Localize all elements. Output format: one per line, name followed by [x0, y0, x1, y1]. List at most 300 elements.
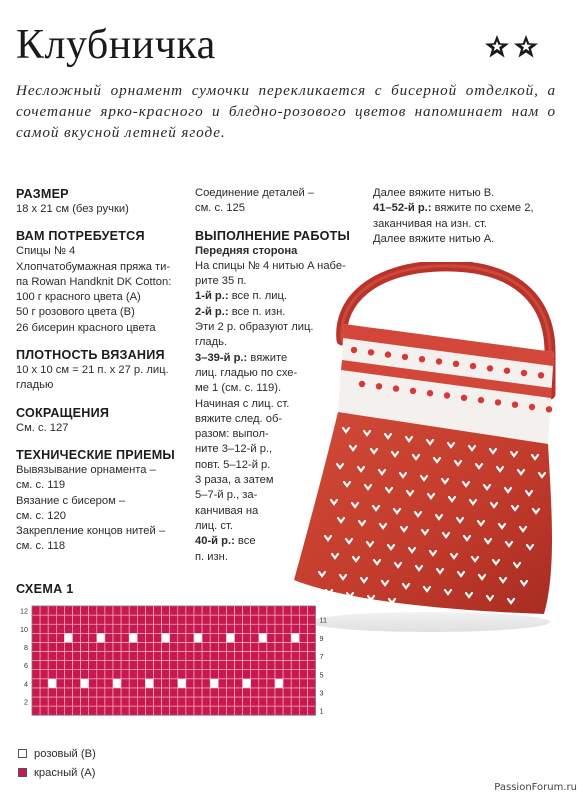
- chart-cell-red: [267, 670, 275, 679]
- chart-cell-red: [56, 679, 64, 688]
- chart-cell-red: [81, 624, 89, 633]
- chart-cell-red: [291, 615, 299, 624]
- join-line: Соединение деталей –: [195, 187, 315, 199]
- chart-cell-red: [235, 670, 243, 679]
- chart-cell-red: [283, 697, 291, 706]
- chart-cell-red: [81, 642, 89, 651]
- chart-cell-red: [226, 688, 234, 697]
- chart-cell-red: [56, 670, 64, 679]
- chart-cell-red: [218, 706, 226, 715]
- needs-line: 26 бисерин красного цвета: [16, 321, 156, 334]
- row-3-line: повт. 5–12-й р.: [195, 458, 271, 471]
- chart-cell-red: [243, 652, 251, 661]
- red-swatch: [18, 768, 27, 777]
- chart-cell-red: [291, 697, 299, 706]
- chart-cell-red: [202, 670, 210, 679]
- chart-cell-red: [194, 615, 202, 624]
- chart-cell-red: [218, 652, 226, 661]
- chart-cell-red: [129, 706, 137, 715]
- chart-cell-red: [162, 688, 170, 697]
- chart-cell-red: [56, 688, 64, 697]
- chart-cell-pink: [145, 679, 153, 688]
- chart-cell-red: [186, 706, 194, 715]
- chart-cell-red: [243, 606, 251, 615]
- chart-cell-red: [226, 624, 234, 633]
- chart-cell-red: [154, 642, 162, 651]
- chart-row-label: 1: [319, 706, 324, 716]
- chart-cell-red: [202, 706, 210, 715]
- chart-cell-red: [202, 633, 210, 642]
- bag-bead: [461, 395, 467, 401]
- chart-cell-red: [154, 624, 162, 633]
- knitted-bag-photo: [280, 262, 580, 642]
- row-label: 41–52-й р.:: [373, 202, 432, 215]
- next-b-line: Далее вяжите нитью B.: [373, 187, 495, 199]
- chart-row-label: 11: [319, 615, 327, 625]
- chart-cell-red: [291, 688, 299, 697]
- chart-cell-red: [81, 661, 89, 670]
- chart-cell-red: [97, 615, 105, 624]
- chart-cell-red: [97, 679, 105, 688]
- row-3-line: канчивая на: [195, 504, 259, 517]
- chart-cell-red: [307, 606, 315, 615]
- chart-cell-red: [283, 706, 291, 715]
- chart-cell-red: [186, 652, 194, 661]
- chart-cell-red: [243, 670, 251, 679]
- chart-cell-red: [32, 661, 40, 670]
- chart-cell-red: [154, 633, 162, 642]
- chart-cell-red: [259, 670, 267, 679]
- chart-cell-red: [145, 652, 153, 661]
- chart-cell-red: [64, 688, 72, 697]
- chart-cell-red: [194, 652, 202, 661]
- chart-cell-red: [299, 670, 307, 679]
- chart-cell-red: [105, 706, 113, 715]
- chart-cell-red: [64, 606, 72, 615]
- row-3-line: ме 1 (см. с. 119).: [195, 382, 282, 395]
- row-label: 3–39-й р.:: [195, 351, 248, 364]
- chart-row-label: 7: [319, 652, 324, 662]
- chart-cell-red: [218, 606, 226, 615]
- tech-heading: ТЕХНИЧЕСКИЕ ПРИЕМЫ: [16, 447, 175, 462]
- chart-cell-red: [307, 633, 315, 642]
- chart-cell-red: [97, 606, 105, 615]
- front-heading: Передняя сторона: [195, 244, 298, 257]
- continuation-column: [373, 186, 573, 247]
- chart-cell-red: [48, 661, 56, 670]
- chart-cell-red: [251, 697, 259, 706]
- chart-cell-red: [267, 706, 275, 715]
- row-label: 2-й р.:: [195, 305, 229, 318]
- chart-cell-red: [48, 606, 56, 615]
- chart-cell-red: [129, 670, 137, 679]
- chart-cell-red: [267, 661, 275, 670]
- bag-bead: [427, 390, 433, 396]
- chart-cell-red: [275, 633, 283, 642]
- chart-cell-red: [186, 661, 194, 670]
- chart-cell-pink: [129, 633, 137, 642]
- chart-cell-red: [275, 697, 283, 706]
- bag-bead: [419, 356, 425, 362]
- chart-cell-pink: [64, 633, 72, 642]
- chart-cell-red: [81, 652, 89, 661]
- chart-cell-red: [113, 615, 121, 624]
- chart-cell-red: [105, 633, 113, 642]
- chart-cell-red: [178, 615, 186, 624]
- chart-cell-red: [48, 697, 56, 706]
- cast-on-line: На спицы № 4 нитью A набе-: [195, 259, 346, 272]
- chart-cell-red: [32, 697, 40, 706]
- chart-cell-red: [170, 642, 178, 651]
- chart-cell-red: [89, 697, 97, 706]
- chart-cell-red: [170, 679, 178, 688]
- chart-cell-red: [64, 697, 72, 706]
- chart-cell-red: [113, 688, 121, 697]
- chart-cell-red: [105, 642, 113, 651]
- size-heading: РАЗМЕР: [16, 187, 69, 201]
- rows-note-line: гладь.: [195, 336, 228, 349]
- chart-cell-red: [259, 652, 267, 661]
- chart-cell-red: [73, 670, 81, 679]
- chart-cell-red: [121, 615, 129, 624]
- chart-cell-red: [170, 652, 178, 661]
- bag-bead: [368, 349, 374, 355]
- chart-cell-red: [275, 642, 283, 651]
- chart-cell-red: [48, 615, 56, 624]
- bag-bead: [529, 404, 535, 410]
- chart-cell-red: [162, 661, 170, 670]
- chart-cell-red: [137, 706, 145, 715]
- chart-cell-red: [202, 697, 210, 706]
- chart-cell-red: [235, 679, 243, 688]
- chart-cell-red: [89, 624, 97, 633]
- chart-cell-red: [48, 670, 56, 679]
- chart-cell-red: [299, 633, 307, 642]
- chart-cell-red: [154, 706, 162, 715]
- chart-row-label: 8: [24, 643, 28, 652]
- chart-cell-red: [243, 615, 251, 624]
- chart-cell-red: [251, 606, 259, 615]
- chart-cell-red: [226, 606, 234, 615]
- chart-cell-red: [73, 679, 81, 688]
- chart-cell-red: [194, 679, 202, 688]
- size-value: 18 х 21 см (без ручки): [16, 203, 129, 215]
- chart-cell-red: [105, 679, 113, 688]
- chart-cell-red: [275, 661, 283, 670]
- chart-cell-red: [226, 615, 234, 624]
- chart-cell-red: [162, 652, 170, 661]
- chart-cell-red: [235, 633, 243, 642]
- chart-cell-red: [129, 606, 137, 615]
- chart-cell-red: [121, 697, 129, 706]
- chart-row-label: 5: [319, 670, 324, 680]
- chart-cell-red: [56, 606, 64, 615]
- chart-cell-red: [251, 615, 259, 624]
- chart-cell-red: [307, 688, 315, 697]
- chart-cell-red: [186, 670, 194, 679]
- chart-cell-red: [194, 697, 202, 706]
- needs-line: 100 г красного цвета (A): [16, 291, 141, 304]
- row-text: все п. изн.: [228, 305, 286, 318]
- chart-cell-red: [243, 688, 251, 697]
- chart-cell-red: [97, 670, 105, 679]
- chart-cell-red: [137, 661, 145, 670]
- chart-cell-red: [226, 697, 234, 706]
- gauge-line: 10 х 10 см = 21 п. х 27 р. лиц.: [16, 364, 169, 377]
- chart-cell-red: [145, 615, 153, 624]
- chart-cell-red: [113, 633, 121, 642]
- chart-cell-red: [275, 670, 283, 679]
- needs-line: Хлопчатобумажная пряжа ти-: [16, 260, 171, 273]
- abbr-value: См. с. 127: [16, 421, 69, 434]
- page-title: Клубничка: [16, 22, 216, 68]
- chart-cell-red: [64, 679, 72, 688]
- chart-cell-red: [89, 670, 97, 679]
- chart-cell-red: [235, 615, 243, 624]
- chart-cell-red: [56, 633, 64, 642]
- tech-line: см. с. 119: [16, 479, 66, 492]
- chart-cell-red: [170, 624, 178, 633]
- chart-cell-red: [267, 688, 275, 697]
- chart-cell-red: [105, 670, 113, 679]
- chart-cell-red: [56, 652, 64, 661]
- chart-cell-red: [259, 615, 267, 624]
- bag-body: [294, 412, 552, 614]
- row-text: все п. лиц.: [228, 290, 288, 303]
- chart-cell-red: [299, 661, 307, 670]
- chart-cell-red: [178, 624, 186, 633]
- chart-cell-red: [307, 642, 315, 651]
- chart-cell-red: [210, 688, 218, 697]
- chart-cell-red: [210, 697, 218, 706]
- next-a-line: Далее вяжите нитью A.: [373, 232, 495, 245]
- materials-column: [16, 186, 194, 555]
- chart-cell-red: [202, 642, 210, 651]
- legend-item-red: [18, 763, 96, 782]
- chart-cell-red: [259, 679, 267, 688]
- chart-cell-red: [291, 661, 299, 670]
- gauge-heading: ПЛОТНОСТЬ ВЯЗАНИЯ: [16, 348, 165, 363]
- chart-cell-red: [32, 706, 40, 715]
- needs-line: Спицы № 4: [16, 245, 76, 258]
- chart-cell-red: [170, 697, 178, 706]
- chart-cell-red: [113, 661, 121, 670]
- cast-on-line: рите 35 п.: [195, 275, 247, 288]
- chart-cell-red: [275, 688, 283, 697]
- needs-heading: ВАМ ПОТРЕБУЕТСЯ: [16, 229, 145, 244]
- bag-bead: [504, 368, 510, 374]
- chart-cell-red: [291, 679, 299, 688]
- chart-cell-red: [218, 615, 226, 624]
- chart-cell-red: [64, 661, 72, 670]
- chart-cell-red: [170, 633, 178, 642]
- chart-cell-red: [97, 697, 105, 706]
- chart-cell-red: [56, 642, 64, 651]
- chart-cell-red: [89, 652, 97, 661]
- chart-cell-red: [170, 615, 178, 624]
- chart-cell-red: [40, 661, 48, 670]
- chart-cell-red: [89, 679, 97, 688]
- chart-cell-red: [32, 624, 40, 633]
- chart-cell-red: [56, 661, 64, 670]
- row-41-instruction: [373, 201, 573, 216]
- chart-cell-red: [89, 642, 97, 651]
- chart-cell-red: [154, 697, 162, 706]
- chart-row-label: 12: [20, 606, 28, 616]
- chart-cell-red: [186, 642, 194, 651]
- chart-cell-red: [170, 688, 178, 697]
- row-label: 1-й р.:: [195, 290, 229, 303]
- row-3-line: 5–7-й р., за-: [195, 489, 258, 502]
- chart-cell-red: [283, 606, 291, 615]
- chart-cell-red: [267, 624, 275, 633]
- chart-cell-red: [186, 624, 194, 633]
- chart-cell-red: [89, 615, 97, 624]
- needs-line: 50 г розового цвета (B): [16, 306, 135, 319]
- chart-cell-red: [64, 652, 72, 661]
- chart-cell-red: [202, 624, 210, 633]
- chart-cell-red: [267, 697, 275, 706]
- chart-cell-red: [283, 679, 291, 688]
- chart-cell-red: [40, 624, 48, 633]
- chart-cell-red: [251, 652, 259, 661]
- chart-cell-red: [64, 615, 72, 624]
- chart-cell-red: [299, 642, 307, 651]
- chart-cell-red: [210, 633, 218, 642]
- schema-title: СХЕМА 1: [16, 582, 74, 596]
- chart-cell-pink: [81, 679, 89, 688]
- chart-cell-pink: [178, 679, 186, 688]
- chart-cell-red: [113, 706, 121, 715]
- chart-cell-red: [235, 642, 243, 651]
- row-3-line: ните 3–12-й р.,: [195, 443, 273, 456]
- chart-cell-red: [32, 615, 40, 624]
- bag-bead: [376, 383, 382, 389]
- chart-cell-red: [299, 606, 307, 615]
- chart-cell-red: [48, 633, 56, 642]
- chart-cell-red: [307, 706, 315, 715]
- chart-cell-red: [267, 679, 275, 688]
- chart-cell-red: [162, 679, 170, 688]
- chart-cell-red: [97, 706, 105, 715]
- chart-cell-red: [259, 661, 267, 670]
- chart-cell-red: [137, 652, 145, 661]
- chart-cell-red: [64, 670, 72, 679]
- chart-cell-red: [81, 615, 89, 624]
- chart-cell-red: [235, 606, 243, 615]
- chart-cell-red: [40, 606, 48, 615]
- chart-cell-red: [64, 706, 72, 715]
- chart-cell-red: [299, 706, 307, 715]
- row-3-line: лиц. гладью по схе-: [195, 366, 298, 379]
- tech-line: Закрепление концов нитей –: [16, 525, 166, 538]
- chart-cell-red: [178, 606, 186, 615]
- chart-cell-red: [40, 642, 48, 651]
- chart-row-label: 10: [20, 624, 28, 634]
- chart-cell-red: [137, 633, 145, 642]
- chart-cell-red: [178, 633, 186, 642]
- chart-cell-red: [283, 642, 291, 651]
- chart-cell-red: [137, 688, 145, 697]
- chart-cell-red: [218, 642, 226, 651]
- chart-cell-red: [226, 670, 234, 679]
- chart-cell-red: [162, 642, 170, 651]
- chart-cell-red: [283, 661, 291, 670]
- chart-cell-red: [235, 652, 243, 661]
- chart-cell-red: [178, 661, 186, 670]
- chart-cell-red: [267, 633, 275, 642]
- chart-cell-red: [145, 624, 153, 633]
- chart-cell-pink: [194, 633, 202, 642]
- chart-cell-red: [226, 652, 234, 661]
- chart-cell-red: [64, 624, 72, 633]
- chart-cell-red: [267, 606, 275, 615]
- chart-cell-pink: [291, 633, 299, 642]
- chart-cell-red: [137, 606, 145, 615]
- chart-cell-red: [145, 670, 153, 679]
- chart-cell-red: [89, 706, 97, 715]
- chart-cell-pink: [162, 633, 170, 642]
- chart-cell-red: [113, 642, 121, 651]
- chart-cell-red: [162, 697, 170, 706]
- chart-cell-red: [137, 615, 145, 624]
- legend-item-pink: [18, 744, 96, 763]
- chart-cell-red: [210, 624, 218, 633]
- star-icon: [485, 35, 509, 58]
- chart-cell-red: [97, 624, 105, 633]
- row-text: вяжите по схеме 2,: [431, 202, 534, 215]
- chart-cell-red: [243, 661, 251, 670]
- chart-cell-red: [154, 606, 162, 615]
- chart-cell-red: [73, 633, 81, 642]
- chart-cell-red: [178, 688, 186, 697]
- chart-cell-red: [299, 624, 307, 633]
- chart-cell-red: [154, 652, 162, 661]
- chart-cell-red: [73, 706, 81, 715]
- chart-cell-red: [56, 624, 64, 633]
- chart-cell-red: [32, 688, 40, 697]
- chart-cell-red: [299, 679, 307, 688]
- chart-cell-red: [137, 679, 145, 688]
- chart-cell-red: [202, 679, 210, 688]
- chart-cell-red: [235, 624, 243, 633]
- row-40-line: п. изн.: [195, 550, 228, 563]
- chart-cell-red: [291, 706, 299, 715]
- chart-cell-red: [162, 706, 170, 715]
- chart-cell-red: [267, 652, 275, 661]
- chart-cell-red: [210, 642, 218, 651]
- chart-cell-red: [283, 633, 291, 642]
- chart-cell-red: [218, 670, 226, 679]
- chart-cell-red: [89, 606, 97, 615]
- chart-cell-red: [218, 633, 226, 642]
- rows-note-line: Эти 2 р. образуют лиц.: [195, 321, 314, 334]
- chart-cell-red: [121, 606, 129, 615]
- chart-cell-red: [97, 661, 105, 670]
- chart-row-label: 3: [319, 688, 324, 698]
- chart-cell-red: [40, 688, 48, 697]
- chart-cell-red: [113, 606, 121, 615]
- chart-cell-red: [251, 706, 259, 715]
- chart-cell-red: [251, 679, 259, 688]
- chart-cell-red: [89, 633, 97, 642]
- bag-bead: [512, 402, 518, 408]
- chart-cell-red: [154, 679, 162, 688]
- bag-bead: [402, 354, 408, 360]
- chart-cell-red: [154, 670, 162, 679]
- work-heading: ВЫПОЛНЕНИЕ РАБОТЫ: [195, 228, 350, 243]
- chart-cell-red: [40, 615, 48, 624]
